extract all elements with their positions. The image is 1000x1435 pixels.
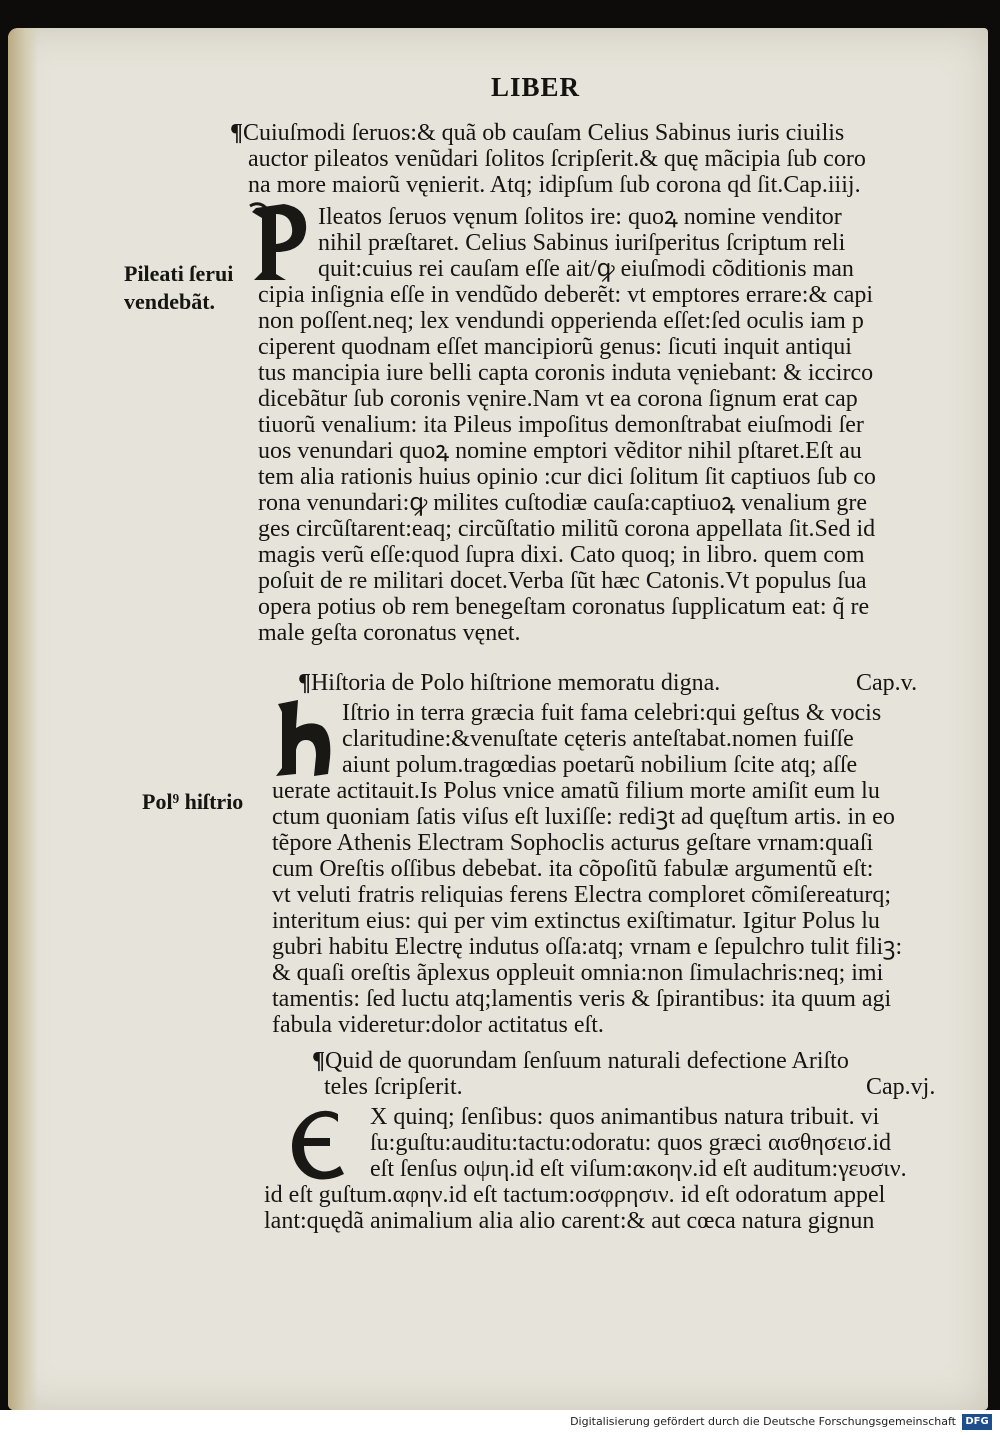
section2-cap: Cap.v. bbox=[856, 670, 918, 696]
chapter-intro bbox=[230, 120, 866, 198]
margin-note-line: vendebãt. bbox=[124, 289, 216, 314]
text-line: aiunt polum.tragœdias poetarũ nobilium ſcite atq; aſſe bbox=[342, 752, 858, 778]
text-line: tamentis: ſed luctu atq;lamentis veris & ſpirantibus: ita quum agi bbox=[272, 986, 892, 1012]
pilcrow-icon: ¶ bbox=[312, 1048, 325, 1074]
dfg-logo-icon: DFG bbox=[962, 1414, 992, 1430]
page-header: LIBER bbox=[491, 72, 581, 102]
text-line: uerate actitauit.Is Polus vnice amatũ filium morte amiſit eum lu bbox=[272, 778, 880, 804]
text-line: claritudine:&venuſtate cęteris anteſtabat.nomen fuiſſe bbox=[342, 726, 854, 752]
heading-line: teles ſcripſerit. bbox=[324, 1074, 463, 1100]
text-line: ciperent quodnam eſſet mancipiorũ genus: ſicuti inquit antiqui bbox=[258, 334, 852, 360]
text-line: cipia inſignia eſſe in vendũdo deberẽt: vt emptores errare:& capi bbox=[258, 282, 874, 308]
margin-note-pileati bbox=[124, 260, 233, 316]
section2-title: Hiſtoria de Polo hiſtrione memoratu digna. bbox=[310, 670, 721, 696]
text-line: rona venundari:ꝙ milites cuſtodiæ cauſa:captiuoꝝ venalium gre bbox=[258, 490, 868, 516]
text-line: id eſt guſtum.αφην.id eſt tactum:οσφρησιν. id eſt odoratum appel bbox=[264, 1182, 886, 1208]
text-line: vt veluti fratris reliquias ferens Electra comploret cõmiſereaturq; bbox=[272, 882, 892, 908]
text-line: Ileatos ſeruos vęnum ſolitos ire: quoꝝ nomine venditor bbox=[318, 204, 842, 230]
text-line: X quinq; ſenſibus: quos animantibus natura tribuit. vi bbox=[370, 1104, 880, 1130]
section1-head bbox=[318, 204, 854, 282]
text-line: non poſſent.neq; lex vendundi opperienda eſſet:ſed oculis iam p bbox=[258, 308, 864, 334]
margin-note-polus: Pol⁹ hiſtrio bbox=[142, 789, 244, 814]
text-line: uos venundari quoꝝ nomine emptori vẽditor nihil pſtaret.Eſt au bbox=[258, 438, 862, 464]
section3-cap: Cap.vj. bbox=[866, 1074, 936, 1100]
text-line: Iſtrio in terra græcia fuit fama celebri:qui geſtus & vocis bbox=[342, 700, 882, 726]
text-line: ges circũſtarent:eaq; circũſtatio militũ corona appellata ſit.Sed id bbox=[258, 516, 876, 542]
margin-note-line: Pileati ſerui bbox=[124, 261, 234, 286]
text-line: dicebãtur ſub coronis vęnire.Nam vt ea corona ſignum erat cap bbox=[258, 386, 858, 412]
text-line: cum Oreſtis oſſibus debebat. ita cõpoſitũ fabulæ argumentũ eſt: bbox=[272, 856, 874, 882]
text-line: ſu:guſtu:auditu:tactu:odoratu: quos græci αισθησεισ.id bbox=[370, 1130, 892, 1156]
pilcrow-icon: ¶ bbox=[230, 120, 243, 146]
text-line: quit:cuius rei cauſam eſſe ait/ꝙ eiuſmodi cõditionis man bbox=[318, 256, 854, 282]
text-line: magis verũ eſſe:quod ſupra dixi. Cato quoq; in libro. quem com bbox=[258, 542, 865, 568]
text-line: ctum quoniam ſatis viſus eſt luxiſſe: rediꝫt ad quęſtum artis. in eo bbox=[272, 804, 895, 830]
text-line: eſt ſenſus οψιη.id eſt viſum:ακοην.id eſt auditum:γευσιν. bbox=[370, 1156, 907, 1182]
intro-line: auctor pileatos venũdari ſolitos ſcripſerit.& quę mãcipia ſub coro bbox=[248, 146, 866, 172]
text-line: fabula videretur:dolor actitatus eſt. bbox=[272, 1012, 604, 1038]
section3-body bbox=[264, 1182, 885, 1234]
footer-text: Digitalisierung gefördert durch die Deutsche Forschungsgemeinschaft bbox=[570, 1415, 956, 1428]
footer-bar bbox=[0, 1410, 1000, 1435]
text-line: interitum eius: qui per vim extinctus exiſtimatur. Igitur Polus lu bbox=[272, 908, 880, 934]
text-line: tus mancipia iure belli capta coronis induta vęniebant: & iccirco bbox=[258, 360, 874, 386]
section1-body bbox=[258, 282, 876, 646]
text-line: nihil præſtaret. Celius Sabinus iuriſperitus ſcriptum reli bbox=[318, 230, 846, 256]
text-line: tiuorũ venalium: ita Pileus impoſitus demonſtrabat eiuſmodi ſer bbox=[258, 412, 864, 438]
text-line: tẽpore Athenis Electram Sophoclis acturus geſtare vrnam:quaſi bbox=[272, 830, 874, 856]
section2-body bbox=[272, 778, 902, 1038]
section3-head bbox=[370, 1104, 907, 1182]
text-line: poſuit de re militari docet.Verba ſũt hæc Catonis.Vt populus ſua bbox=[258, 568, 867, 594]
text-line: gubri habitu Electrę indutus oſſa:atq; vrnam e ſepulchro tulit filiꝫ: bbox=[272, 934, 903, 960]
decorated-initial-e bbox=[286, 1104, 358, 1184]
decorated-initial-h bbox=[270, 698, 338, 778]
text-line: lant:quędã animalium alia alio carent:& aut cœca natura gignun bbox=[264, 1208, 875, 1234]
pilcrow-icon: ¶ bbox=[298, 670, 311, 696]
section3-heading bbox=[312, 1048, 849, 1100]
intro-line: na more maiorũ vęnierit. Atq; idipſum ſub corona qd ſit.Cap.iiij. bbox=[248, 172, 861, 198]
page-edge bbox=[8, 28, 38, 1410]
section2-heading bbox=[298, 670, 720, 696]
intro-line: ¶Cuiuſmodi ſeruos:& quã ob cauſam Celius Sabinus iuris ciuilis bbox=[230, 120, 845, 146]
text-line: tem alia rationis huius opinio :cur dici ſolitum ſit captiuos ſub co bbox=[258, 464, 876, 490]
heading-line: ¶Quid de quorundam ſenſuum naturali defectione Ariſto bbox=[312, 1048, 849, 1074]
book-page bbox=[8, 28, 988, 1410]
section2-head bbox=[342, 700, 881, 778]
text-line: male geſta coronatus vęnet. bbox=[258, 620, 521, 646]
text-line: & quaſi oreſtis ãplexus oppleuit omnia:non ſimulachris:neq; imi bbox=[272, 960, 884, 986]
text-line: opera potius ob rem benegeſtam coronatus ſupplicatum eat: q̃ re bbox=[258, 594, 870, 620]
decorated-initial-p bbox=[246, 200, 316, 284]
